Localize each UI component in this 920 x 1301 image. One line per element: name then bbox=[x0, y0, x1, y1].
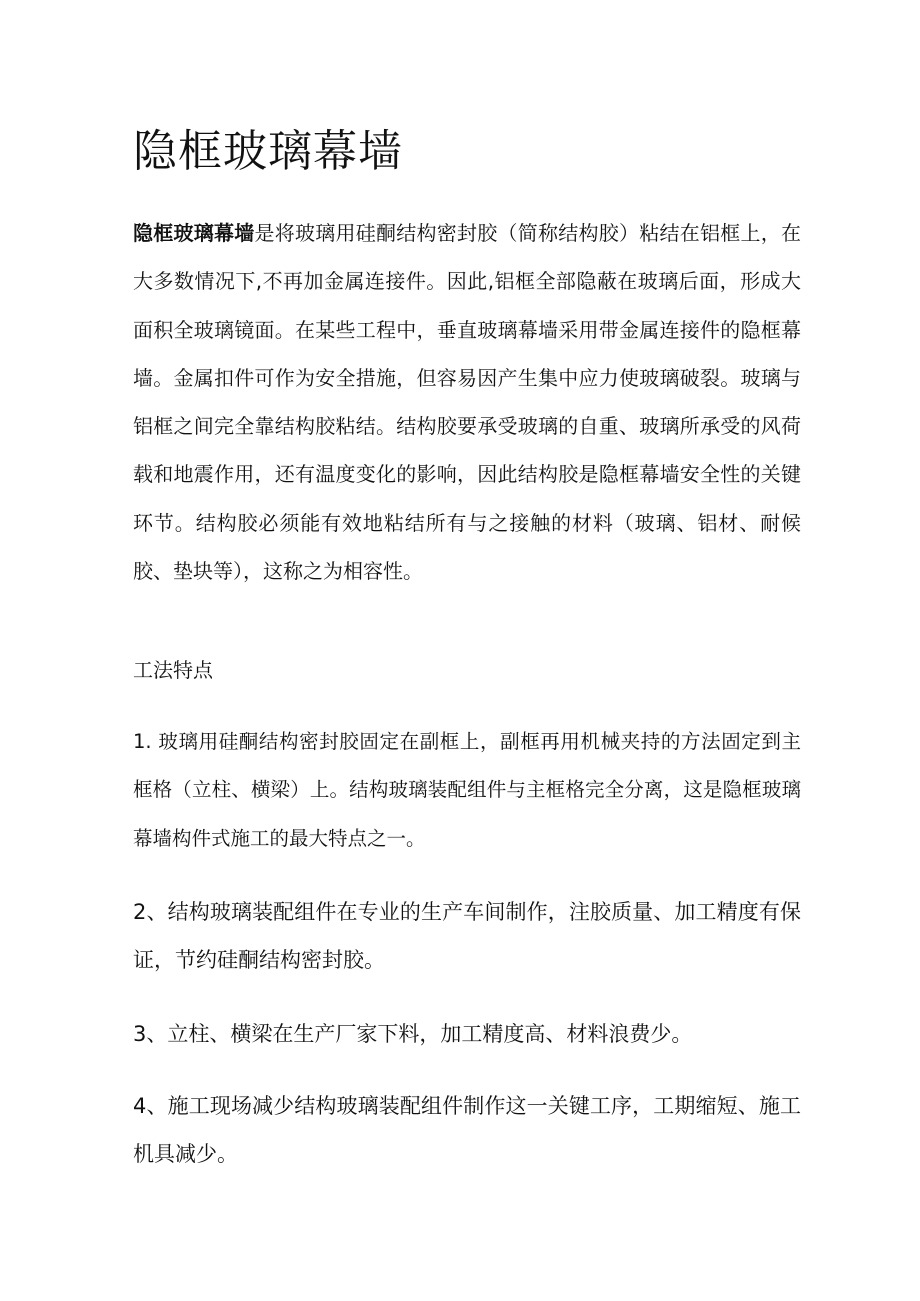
feature-item-3: 3、立柱、横梁在生产厂家下料，加工精度高、材料浪费少。 bbox=[133, 1022, 693, 1046]
feature-item-1: 1. 玻璃用硅酮结构密封胶固定在副框上，副框再用机械夹持的方法固定到主框格（立柱、横梁）上。结构玻璃装配组件与主框格完全分离，这是隐框玻璃幕墙构件式施工的最大特点之一。 bbox=[133, 730, 801, 850]
page-title: 隐框玻璃幕墙 bbox=[133, 126, 403, 177]
intro-term: 隐框玻璃幕墙 bbox=[133, 221, 255, 245]
feature-item-4: 4、施工现场减少结构玻璃装配组件制作这一关键工序，工期缩短、施工机具减少。 bbox=[133, 1094, 801, 1167]
section-heading: 工法特点 bbox=[133, 658, 213, 682]
intro-text: 是将玻璃用硅酮结构密封胶（简称结构胶）粘结在铝框上，在大多数情况下,不再加金属连接件。因此,铝框全部隐蔽在玻璃后面，形成大面积全玻璃镜面。在某些工程中，垂直玻璃幕墙采用带金属连接件的隐框幕墙。金属扣件可作为安全措施，但容易因产生集中应力使玻璃破裂。玻璃与铝框之间完全靠结构胶粘结。结构胶要承受玻璃的自重、玻璃所承受的风荷载和地震作用，还有温度变化的影响，因此结构胶是隐框幕墙安全性的关键环节。结构胶必须能有效地粘结所有与之接触的材料（玻璃、铝材、耐候胶、垫块等），这称之为相容性。 bbox=[133, 221, 801, 584]
feature-item-2: 2、结构玻璃装配组件在专业的生产车间制作，注胶质量、加工精度有保证，节约硅酮结构密封胶。 bbox=[133, 900, 801, 973]
intro-paragraph bbox=[133, 209, 801, 595]
